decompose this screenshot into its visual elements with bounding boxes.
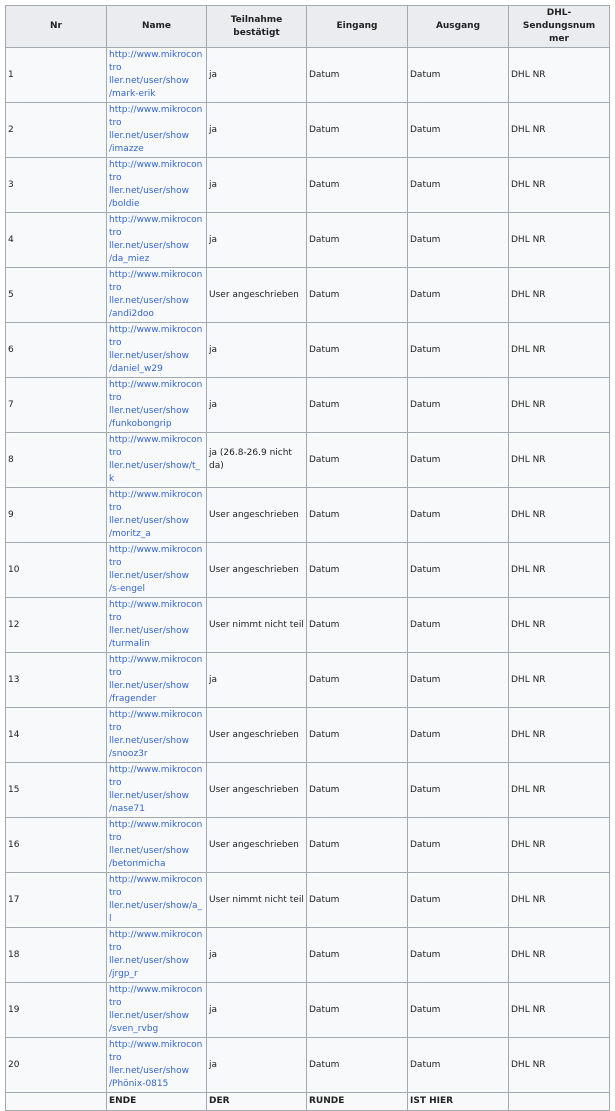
cell-teilnahme: ja	[207, 48, 307, 103]
user-profile-link[interactable]	[109, 49, 204, 101]
user-profile-link[interactable]	[109, 159, 204, 211]
cell-name	[107, 488, 207, 543]
user-profile-link[interactable]	[109, 544, 204, 596]
user-profile-link[interactable]	[109, 709, 204, 761]
cell-name	[107, 763, 207, 818]
cell-ausgang: Datum	[408, 103, 509, 158]
user-link-line: http://www.mikrocontro	[109, 820, 203, 843]
cell-teilnahme: User nimmt nicht teil	[207, 873, 307, 928]
user-link-line: ller.net/user/show	[109, 76, 189, 86]
cell-teilnahme: ja	[207, 103, 307, 158]
user-link-line: ller.net/user/show	[109, 186, 189, 196]
user-profile-link[interactable]	[109, 214, 204, 266]
footer-cell	[509, 1093, 610, 1111]
user-link-line: ller.net/user/show	[109, 351, 189, 361]
user-profile-link[interactable]	[109, 599, 204, 651]
cell-ausgang: Datum	[408, 598, 509, 653]
user-link-line: http://www.mikrocontro	[109, 160, 203, 183]
cell-teilnahme: ja	[207, 378, 307, 433]
cell-dhl: DHL NR	[509, 598, 610, 653]
cell-teilnahme: User angeschrieben	[207, 708, 307, 763]
user-profile-link[interactable]	[109, 324, 204, 376]
user-link-line: http://www.mikrocontro	[109, 435, 203, 458]
cell-eingang: Datum	[307, 653, 408, 708]
cell-name	[107, 1038, 207, 1093]
cell-dhl: DHL NR	[509, 818, 610, 873]
cell-ausgang: Datum	[408, 433, 509, 488]
table-row	[6, 928, 610, 983]
cell-ausgang: Datum	[408, 378, 509, 433]
cell-dhl: DHL NR	[509, 213, 610, 268]
user-profile-link[interactable]	[109, 984, 204, 1036]
user-link-line: ller.net/user/show	[109, 956, 189, 966]
user-link-line: /betonmicha	[109, 859, 166, 869]
cell-dhl: DHL NR	[509, 433, 610, 488]
cell-ausgang: Datum	[408, 323, 509, 378]
user-link-line: /s-engel	[109, 584, 145, 594]
cell-name	[107, 433, 207, 488]
user-link-line: ller.net/user/show	[109, 736, 189, 746]
footer-cell: ENDE	[107, 1093, 207, 1111]
cell-eingang: Datum	[307, 708, 408, 763]
cell-ausgang: Datum	[408, 818, 509, 873]
header-ausgang: Ausgang	[408, 6, 509, 48]
footer-cell: DER	[207, 1093, 307, 1111]
footer-cell	[6, 1093, 107, 1111]
cell-nr: 18	[6, 928, 107, 983]
user-link-line: ller.net/user/show	[109, 681, 189, 691]
user-link-line: /Phönix-0815	[109, 1079, 169, 1089]
user-link-line: /snooz3r	[109, 749, 148, 759]
user-profile-link[interactable]	[109, 654, 204, 706]
table-row	[6, 708, 610, 763]
cell-nr: 1	[6, 48, 107, 103]
cell-eingang: Datum	[307, 763, 408, 818]
user-link-line: ller.net/user/show	[109, 131, 189, 141]
cell-nr: 3	[6, 158, 107, 213]
user-profile-link[interactable]	[109, 764, 204, 816]
user-profile-link[interactable]	[109, 379, 204, 431]
user-link-line: http://www.mikrocontro	[109, 215, 203, 238]
cell-ausgang: Datum	[408, 268, 509, 323]
cell-nr: 14	[6, 708, 107, 763]
cell-ausgang: Datum	[408, 543, 509, 598]
cell-name	[107, 928, 207, 983]
table-row	[6, 103, 610, 158]
cell-nr: 12	[6, 598, 107, 653]
user-link-line: http://www.mikrocontro	[109, 545, 203, 568]
cell-eingang: Datum	[307, 433, 408, 488]
cell-nr: 5	[6, 268, 107, 323]
cell-teilnahme: ja	[207, 983, 307, 1038]
user-profile-link[interactable]	[109, 489, 204, 541]
cell-teilnahme: User nimmt nicht teil	[207, 598, 307, 653]
cell-name	[107, 598, 207, 653]
table-row	[6, 433, 610, 488]
cell-eingang: Datum	[307, 543, 408, 598]
table-row	[6, 48, 610, 103]
cell-eingang: Datum	[307, 818, 408, 873]
cell-dhl: DHL NR	[509, 488, 610, 543]
cell-ausgang: Datum	[408, 653, 509, 708]
cell-name	[107, 873, 207, 928]
header-row	[6, 6, 610, 48]
cell-teilnahme: ja	[207, 158, 307, 213]
cell-teilnahme: ja	[207, 928, 307, 983]
cell-dhl: DHL NR	[509, 983, 610, 1038]
cell-nr: 20	[6, 1038, 107, 1093]
table-row	[6, 488, 610, 543]
table-row	[6, 598, 610, 653]
user-link-line: ller.net/user/show	[109, 406, 189, 416]
cell-eingang: Datum	[307, 103, 408, 158]
user-profile-link[interactable]	[109, 269, 204, 321]
user-link-line: /fragender	[109, 694, 157, 704]
user-link-line: http://www.mikrocontro	[109, 985, 203, 1008]
cell-nr: 10	[6, 543, 107, 598]
cell-dhl: DHL NR	[509, 103, 610, 158]
footer-row	[6, 1093, 610, 1111]
table-row	[6, 1038, 610, 1093]
table-row	[6, 323, 610, 378]
user-link-line: ller.net/user/show	[109, 571, 189, 581]
cell-nr: 7	[6, 378, 107, 433]
user-profile-link[interactable]	[109, 1039, 204, 1091]
user-link-line: /turmalin	[109, 639, 150, 649]
header-eingang: Eingang	[307, 6, 408, 48]
header-nr: Nr	[6, 6, 107, 48]
cell-dhl: DHL NR	[509, 1038, 610, 1093]
cell-name	[107, 213, 207, 268]
cell-nr: 2	[6, 103, 107, 158]
cell-eingang: Datum	[307, 268, 408, 323]
header-dhl-line1: DHL-Sendungsnum	[522, 8, 596, 31]
table-row	[6, 158, 610, 213]
cell-ausgang: Datum	[408, 983, 509, 1038]
cell-ausgang: Datum	[408, 48, 509, 103]
user-profile-link[interactable]	[109, 104, 204, 156]
cell-eingang: Datum	[307, 598, 408, 653]
cell-eingang: Datum	[307, 873, 408, 928]
user-link-line: http://www.mikrocontro	[109, 655, 203, 678]
cell-nr: 6	[6, 323, 107, 378]
cell-dhl: DHL NR	[509, 708, 610, 763]
cell-eingang: Datum	[307, 928, 408, 983]
cell-ausgang: Datum	[408, 763, 509, 818]
user-link-line: /mark-erik	[109, 89, 156, 99]
cell-teilnahme: User angeschrieben	[207, 763, 307, 818]
cell-teilnahme: User angeschrieben	[207, 268, 307, 323]
cell-ausgang: Datum	[408, 708, 509, 763]
user-link-line: http://www.mikrocontro	[109, 600, 203, 623]
user-link-line: http://www.mikrocontro	[109, 490, 203, 513]
user-profile-link[interactable]	[109, 929, 204, 981]
cell-dhl: DHL NR	[509, 928, 610, 983]
user-link-line: /funkobongrip	[109, 419, 172, 429]
cell-name	[107, 158, 207, 213]
user-link-line: /andi2doo	[109, 309, 154, 319]
user-link-line: /nase71	[109, 804, 145, 814]
table-row	[6, 268, 610, 323]
user-link-line: http://www.mikrocontro	[109, 50, 203, 73]
footer-cell: IST HIER	[408, 1093, 509, 1111]
user-link-line: /imazze	[109, 144, 144, 154]
cell-dhl: DHL NR	[509, 268, 610, 323]
cell-name	[107, 103, 207, 158]
cell-dhl: DHL NR	[509, 323, 610, 378]
footer-cell: RUNDE	[307, 1093, 408, 1111]
cell-name	[107, 268, 207, 323]
user-link-line: http://www.mikrocontro	[109, 270, 203, 293]
participants-table	[5, 5, 610, 1111]
cell-nr: 13	[6, 653, 107, 708]
user-link-line: ller.net/user/show/t_k	[109, 461, 201, 484]
user-link-line: http://www.mikrocontro	[109, 710, 203, 733]
cell-nr: 15	[6, 763, 107, 818]
cell-teilnahme: ja	[207, 653, 307, 708]
cell-ausgang: Datum	[408, 213, 509, 268]
cell-eingang: Datum	[307, 488, 408, 543]
table-row	[6, 378, 610, 433]
user-profile-link[interactable]	[109, 874, 204, 926]
cell-dhl: DHL NR	[509, 158, 610, 213]
user-link-line: ller.net/user/show/a_l	[109, 901, 203, 924]
cell-teilnahme: ja	[207, 213, 307, 268]
user-link-line: ller.net/user/show	[109, 626, 189, 636]
user-profile-link[interactable]	[109, 819, 204, 871]
cell-name	[107, 323, 207, 378]
header-dhl	[509, 6, 610, 48]
cell-eingang: Datum	[307, 48, 408, 103]
cell-ausgang: Datum	[408, 1038, 509, 1093]
user-link-line: ller.net/user/show	[109, 241, 189, 251]
cell-name	[107, 708, 207, 763]
cell-name	[107, 378, 207, 433]
cell-nr: 17	[6, 873, 107, 928]
cell-eingang: Datum	[307, 378, 408, 433]
user-link-line: ller.net/user/show	[109, 1011, 189, 1021]
user-link-line: /da_miez	[109, 254, 150, 264]
user-link-line: http://www.mikrocontro	[109, 325, 203, 348]
cell-name	[107, 983, 207, 1038]
cell-nr: 4	[6, 213, 107, 268]
user-link-line: ller.net/user/show	[109, 516, 189, 526]
cell-teilnahme: User angeschrieben	[207, 818, 307, 873]
cell-teilnahme: User angeschrieben	[207, 543, 307, 598]
cell-ausgang: Datum	[408, 488, 509, 543]
cell-ausgang: Datum	[408, 158, 509, 213]
user-link-line: http://www.mikrocontro	[109, 105, 203, 128]
cell-dhl: DHL NR	[509, 543, 610, 598]
cell-eingang: Datum	[307, 1038, 408, 1093]
user-link-line: /daniel_w29	[109, 364, 163, 374]
user-link-line: /boldie	[109, 199, 140, 209]
user-profile-link[interactable]	[109, 434, 204, 486]
cell-eingang: Datum	[307, 213, 408, 268]
cell-dhl: DHL NR	[509, 763, 610, 818]
cell-nr: 9	[6, 488, 107, 543]
cell-teilnahme: ja	[207, 1038, 307, 1093]
cell-dhl: DHL NR	[509, 378, 610, 433]
user-link-line: /moritz_a	[109, 529, 151, 539]
table-row	[6, 213, 610, 268]
table-body	[6, 48, 610, 1111]
user-link-line: http://www.mikrocontro	[109, 1040, 203, 1063]
cell-eingang: Datum	[307, 158, 408, 213]
table-row	[6, 543, 610, 598]
user-link-line: http://www.mikrocontro	[109, 380, 203, 403]
cell-ausgang: Datum	[408, 873, 509, 928]
cell-dhl: DHL NR	[509, 653, 610, 708]
cell-nr: 8	[6, 433, 107, 488]
cell-dhl: DHL NR	[509, 48, 610, 103]
cell-name	[107, 818, 207, 873]
cell-teilnahme: ja (26.8-26.9 nicht da)	[207, 433, 307, 488]
header-dhl-line2: mer	[549, 34, 569, 44]
table-row	[6, 653, 610, 708]
cell-ausgang: Datum	[408, 928, 509, 983]
cell-teilnahme: ja	[207, 323, 307, 378]
cell-eingang: Datum	[307, 323, 408, 378]
table-row	[6, 983, 610, 1038]
table-row	[6, 873, 610, 928]
user-link-line: ller.net/user/show	[109, 846, 189, 856]
table-row	[6, 763, 610, 818]
user-link-line: http://www.mikrocontro	[109, 765, 203, 788]
user-link-line: ller.net/user/show	[109, 791, 189, 801]
cell-nr: 19	[6, 983, 107, 1038]
user-link-line: /sven_rvbg	[109, 1024, 159, 1034]
cell-name	[107, 653, 207, 708]
user-link-line: ller.net/user/show	[109, 1066, 189, 1076]
cell-dhl: DHL NR	[509, 873, 610, 928]
cell-name	[107, 543, 207, 598]
cell-teilnahme: User angeschrieben	[207, 488, 307, 543]
header-teilnahme: Teilnahme bestätigt	[207, 6, 307, 48]
user-link-line: http://www.mikrocontro	[109, 875, 203, 898]
cell-eingang: Datum	[307, 983, 408, 1038]
user-link-line: http://www.mikrocontro	[109, 930, 203, 953]
header-name: Name	[107, 6, 207, 48]
user-link-line: ller.net/user/show	[109, 296, 189, 306]
cell-nr: 16	[6, 818, 107, 873]
user-link-line: /jrgp_r	[109, 969, 138, 979]
table-row	[6, 818, 610, 873]
cell-name	[107, 48, 207, 103]
